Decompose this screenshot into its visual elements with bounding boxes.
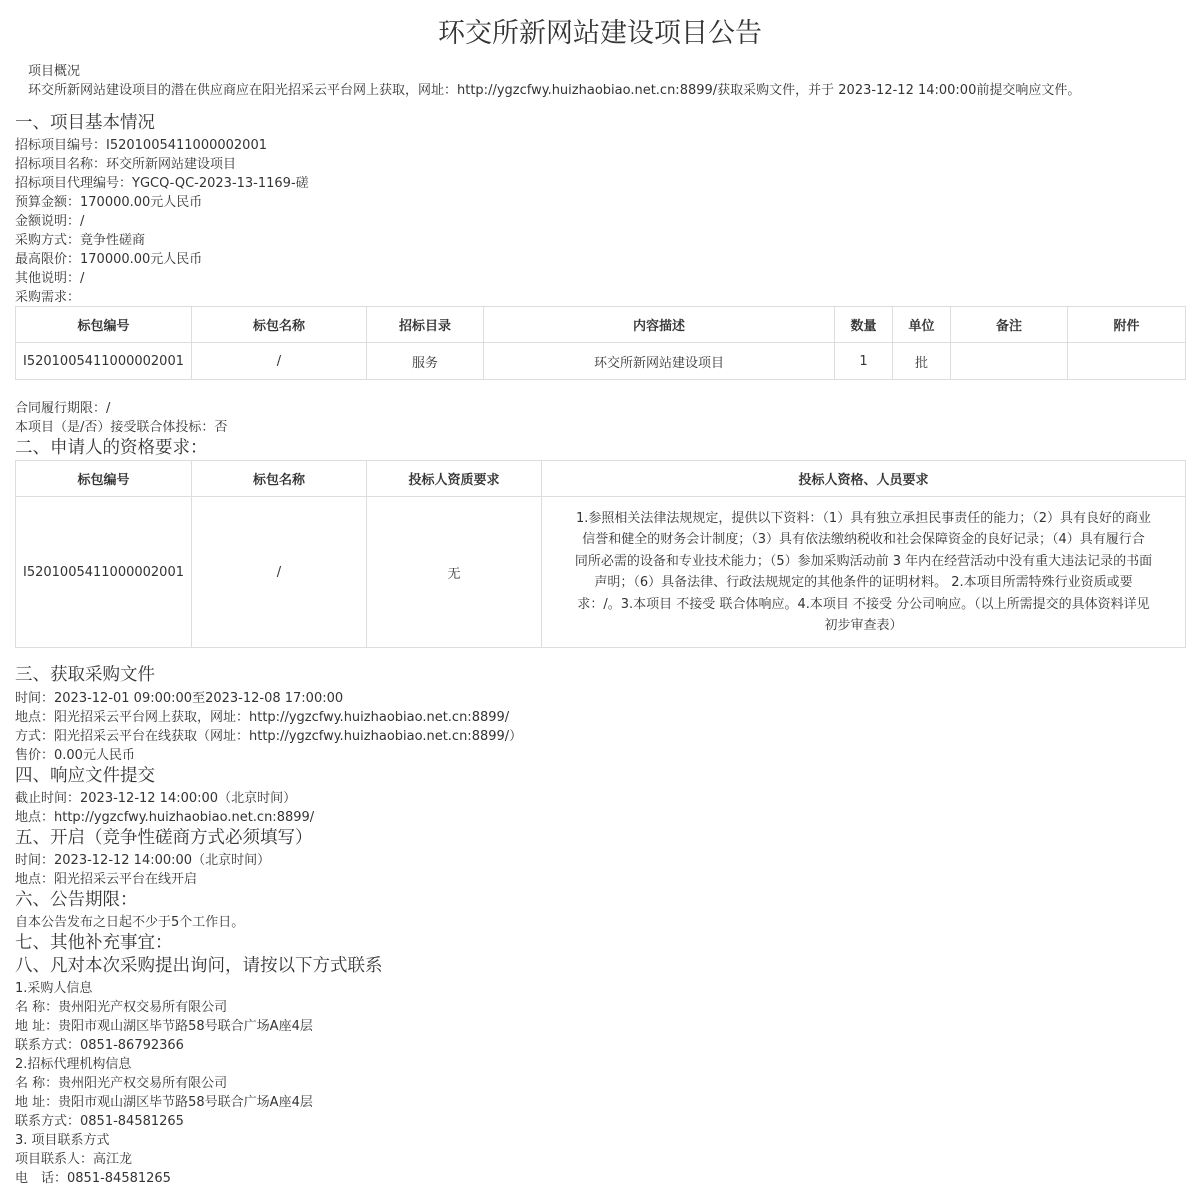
table-cell: / [192,343,367,380]
table-cell: I5201005411000002001 [16,497,192,648]
table-cell [951,343,1068,380]
project-contact-person: 项目联系人：高江龙 [15,1152,133,1167]
section-heading-obtain-docs: 三、获取采购文件 [15,665,155,685]
table-cell [1068,343,1186,380]
column-header: 内容描述 [484,307,835,343]
budget-amount: 预算金额：170000.00元人民币 [15,195,203,210]
max-price: 最高限价：170000.00元人民币 [15,252,203,267]
submission-place: 地点：http://ygzcfwy.huizhaobiao.net.cn:8899/ [15,810,315,825]
column-header: 单位 [893,307,951,343]
amount-note: 金额说明：/ [15,214,85,229]
agency-phone: 联系方式：0851-84581265 [15,1114,184,1129]
table-cell: 服务 [367,343,484,380]
table-cell: 1 [835,343,893,380]
purchaser-name: 名 称：贵州阳光产权交易所有限公司 [15,1000,228,1015]
procurement-method: 采购方式：竟争性磋商 [15,233,146,248]
table-cell: I5201005411000002001 [16,343,192,380]
contract-period: 合同履行期限：/ [15,401,111,416]
obtain-price: 售价：0.00元人民币 [15,748,135,763]
column-header: 标包编号 [16,307,192,343]
agency-address: 地 址：贵阳市观山湖区毕节路58号联合广场A座4层 [15,1095,313,1110]
table-header-row [16,461,1186,497]
package-table [15,306,1186,380]
other-note: 其他说明：/ [15,271,85,286]
submission-deadline: 截止时间：2023-12-12 14:00:00（北京时间） [15,791,297,806]
table-row [16,497,1186,648]
consortium-bid: 本项目（是/否）接受联合体投标：否 [15,420,228,435]
agency-name: 名 称：贵州阳光产权交易所有限公司 [15,1076,228,1091]
section-heading-submission: 四、响应文件提交 [15,766,155,786]
requirement-line: 同所必需的设备和专业技术能力；（5）参加采购活动前 3 年内在经营活动中没有重大违法记录的书面 [574,553,1153,569]
column-header: 数量 [835,307,893,343]
column-header: 投标人资质要求 [367,461,542,497]
section-heading-opening: 五、开启（竞争性磋商方式必须填写） [15,828,313,848]
obtain-time: 时间：2023-12-01 09:00:00至2023-12-08 17:00:00 [15,691,344,706]
procurement-demand-label: 采购需求： [15,290,81,305]
section-heading-other: 七、其他补充事宜： [15,933,173,953]
column-header: 附件 [1068,307,1186,343]
column-header: 标包名称 [192,307,367,343]
table-header-row [16,307,1186,343]
table-cell: 无 [367,497,542,648]
opening-time: 时间：2023-12-12 14:00:00（北京时间） [15,853,271,868]
section-heading-basic-info: 一、项目基本情况 [15,113,155,133]
requirement-line: 声明；（6）具备法律、行政法规规定的其他条件的证明材料。 2.本项目所需特殊行业资质或要 [594,575,1133,590]
project-name: 招标项目名称：环交所新网站建设项目 [15,157,237,172]
table-cell: / [192,497,367,648]
purchaser-phone: 联系方式：0851-86792366 [15,1038,184,1053]
purchaser-info-label: 1.采购人信息 [15,981,93,996]
qualification-table [15,460,1186,648]
section-heading-qualification: 二、申请人的资格要求： [15,438,208,458]
column-header: 招标目录 [367,307,484,343]
requirement-cell [542,497,1186,648]
table-row [16,343,1186,380]
obtain-place: 地点：阳光招采云平台网上获取，网址：http://ygzcfwy.huizhaobiao.net.cn:8899/ [15,710,510,725]
table-cell: 批 [893,343,951,380]
page-title: 环交所新网站建设项目公告 [438,18,762,49]
notice-period: 自本公告发布之日起不少于5个工作日。 [15,915,245,930]
requirement-line: 求：/。3.本项目 不接受 联合体响应。4.本项目 不接受 分公司响应。（以上所需提交的具体资料详见 [577,596,1150,612]
overview-label: 项目概况 [28,64,81,79]
project-number: 招标项目编号：I5201005411000002001 [15,138,267,153]
column-header: 备注 [951,307,1068,343]
column-header: 投标人资格、人员要求 [542,461,1186,497]
requirement-line: 信誉和健全的财务会计制度；（3）具有依法缴纳税收和社会保障资金的良好记录；（4）具有履行合 [582,532,1145,547]
opening-place: 地点：阳光招采云平台在线开启 [15,872,198,887]
section-heading-contact: 八、凡对本次采购提出询问，请按以下方式联系 [15,956,383,976]
requirement-line: 1.参照相关法律法规规定，提供以下资料：（1）具有独立承担民事责任的能力；（2）具有良好的商业 [576,510,1151,526]
purchaser-address: 地 址：贵阳市观山湖区毕节路58号联合广场A座4层 [15,1019,313,1034]
agency-info-label: 2.招标代理机构信息 [15,1057,132,1072]
section-heading-period: 六、公告期限： [15,890,138,910]
table-cell: 环交所新网站建设项目 [484,343,835,380]
agency-number: 招标项目代理编号：YGCQ-QC-2023-13-1169-磋 [15,176,309,191]
project-contact-phone: 电 话：0851-84581265 [15,1171,171,1186]
project-contact-label: 3. 项目联系方式 [15,1133,110,1148]
column-header: 标包名称 [192,461,367,497]
requirement-line: 初步审查表） [824,618,903,633]
column-header: 标包编号 [16,461,192,497]
obtain-method: 方式：阳光招采云平台在线获取（网址：http://ygzcfwy.huizhaobiao.net.cn:8899/） [15,729,523,744]
overview-text: 环交所新网站建设项目的潜在供应商应在阳光招采云平台网上获取，网址：http://ygzcfwy.huizhaobiao.net.cn:8899/获取采购文件，并于 2023-12-12 14:00:00前提交响应文件。 [28,83,1081,98]
